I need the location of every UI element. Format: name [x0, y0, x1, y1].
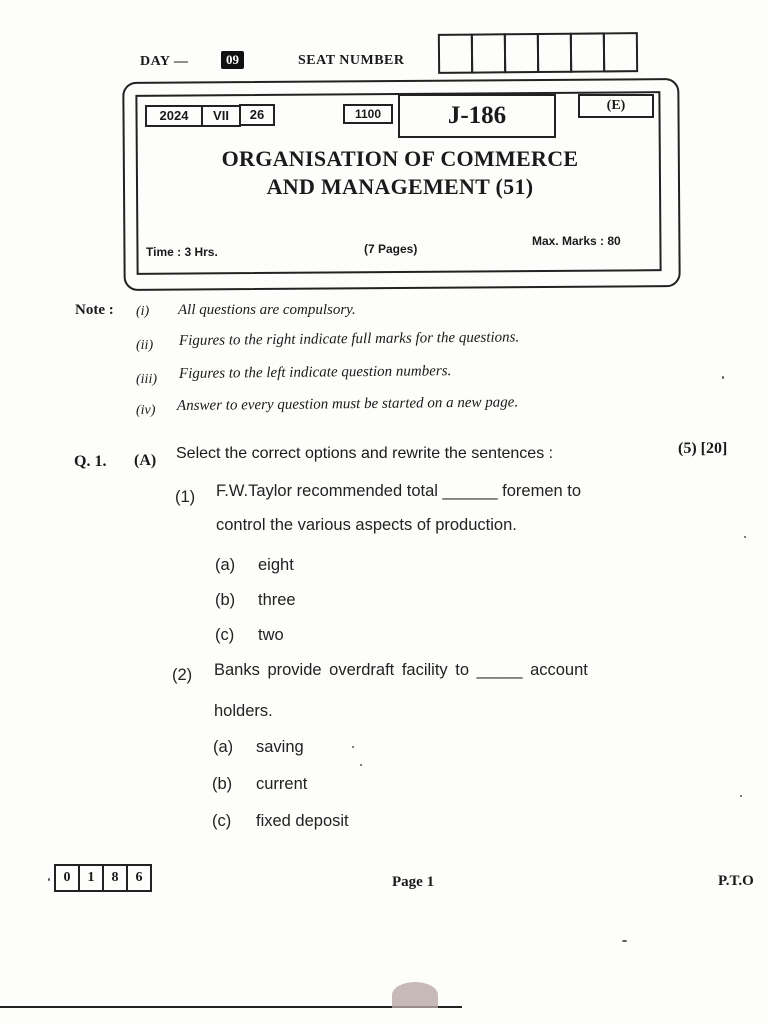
exam-month-cell: VII: [201, 105, 241, 127]
question-instruction: Select the correct options and rewrite the sentences :: [176, 445, 554, 462]
stamp-mark: [392, 982, 438, 1008]
sub-question-line1: Banks provide overdraft facility to _____ account: [214, 661, 588, 679]
note-number: (ii): [136, 338, 154, 353]
day-label: DAY —: [140, 54, 189, 69]
seat-number-box[interactable]: [537, 33, 572, 73]
note-number: (iv): [136, 403, 156, 418]
note-text: Figures to the left indicate question numbers.: [178, 363, 452, 382]
option-key: (a): [215, 556, 236, 574]
seat-number-box[interactable]: [570, 32, 605, 72]
option-key: (a): [213, 738, 234, 756]
option-text: fixed deposit: [256, 812, 349, 830]
max-marks: Max. Marks : 80: [532, 234, 621, 248]
option-text: two: [258, 626, 284, 644]
sub-question-number: (1): [175, 488, 196, 506]
exam-time-code-cell: 1100: [343, 104, 393, 124]
scan-speck: [360, 764, 362, 766]
seat-number-box[interactable]: [438, 34, 473, 74]
paper-code-digit: 0: [54, 864, 80, 892]
note-text: All questions are compulsory.: [178, 302, 356, 318]
question-number: Q. 1.: [74, 453, 107, 470]
seat-number-label: SEAT NUMBER: [298, 53, 405, 68]
please-turn-over: P.T.O: [718, 873, 754, 889]
language-cell: (E): [578, 94, 654, 118]
subject-title-line2: AND MANAGEMENT (51): [266, 174, 534, 199]
exam-date-cell: 26: [239, 104, 275, 126]
option-text: saving: [256, 738, 304, 756]
option-key: (b): [212, 775, 233, 793]
page-count: (7 Pages): [364, 242, 418, 256]
sub-question-line1: F.W.Taylor recommended total ______ foremen to: [216, 482, 582, 500]
question-marks: (5) [20]: [678, 440, 728, 457]
paper-code-cell: J-186: [398, 94, 556, 138]
sub-question-line2: holders.: [214, 702, 273, 720]
day-value: 09: [221, 51, 244, 69]
seat-number-boxes: [440, 32, 638, 74]
paper-code-digit: 8: [102, 864, 128, 892]
note-number: (i): [136, 304, 150, 319]
page-number: Page 1: [392, 874, 435, 890]
paper-code-boxes: [56, 864, 152, 892]
note-number: (iii): [136, 372, 157, 387]
scan-speck: [352, 746, 354, 748]
subject-title-line1: ORGANISATION OF COMMERCE: [221, 146, 579, 171]
option-key: (b): [215, 591, 236, 609]
seat-number-box[interactable]: [603, 32, 638, 72]
exam-year-cell: 2024: [145, 105, 203, 127]
note-text: Answer to every question must be started on a new page.: [176, 394, 519, 414]
question-part: (A): [134, 452, 157, 469]
option-text: current: [256, 775, 308, 793]
scan-speck: [48, 878, 50, 881]
scan-speck: [722, 376, 724, 379]
paper-code-digit: 6: [126, 864, 152, 892]
option-key: (c): [215, 626, 235, 644]
sub-question-line2: control the various aspects of production.: [216, 516, 517, 534]
scan-speck: [744, 536, 746, 538]
option-key: (c): [212, 812, 232, 830]
scan-speck: [740, 795, 742, 797]
note-text: Figures to the right indicate full marks for the questions.: [178, 329, 520, 349]
exam-duration: Time : 3 Hrs.: [146, 245, 218, 259]
seat-number-box[interactable]: [471, 33, 506, 73]
sub-question-number: (2): [172, 666, 193, 684]
seat-number-box[interactable]: [504, 33, 539, 73]
scan-speck: [622, 940, 627, 942]
option-text: eight: [258, 556, 294, 574]
paper-code-digit: 1: [78, 864, 104, 892]
note-label: Note :: [75, 302, 114, 318]
option-text: three: [258, 591, 296, 609]
